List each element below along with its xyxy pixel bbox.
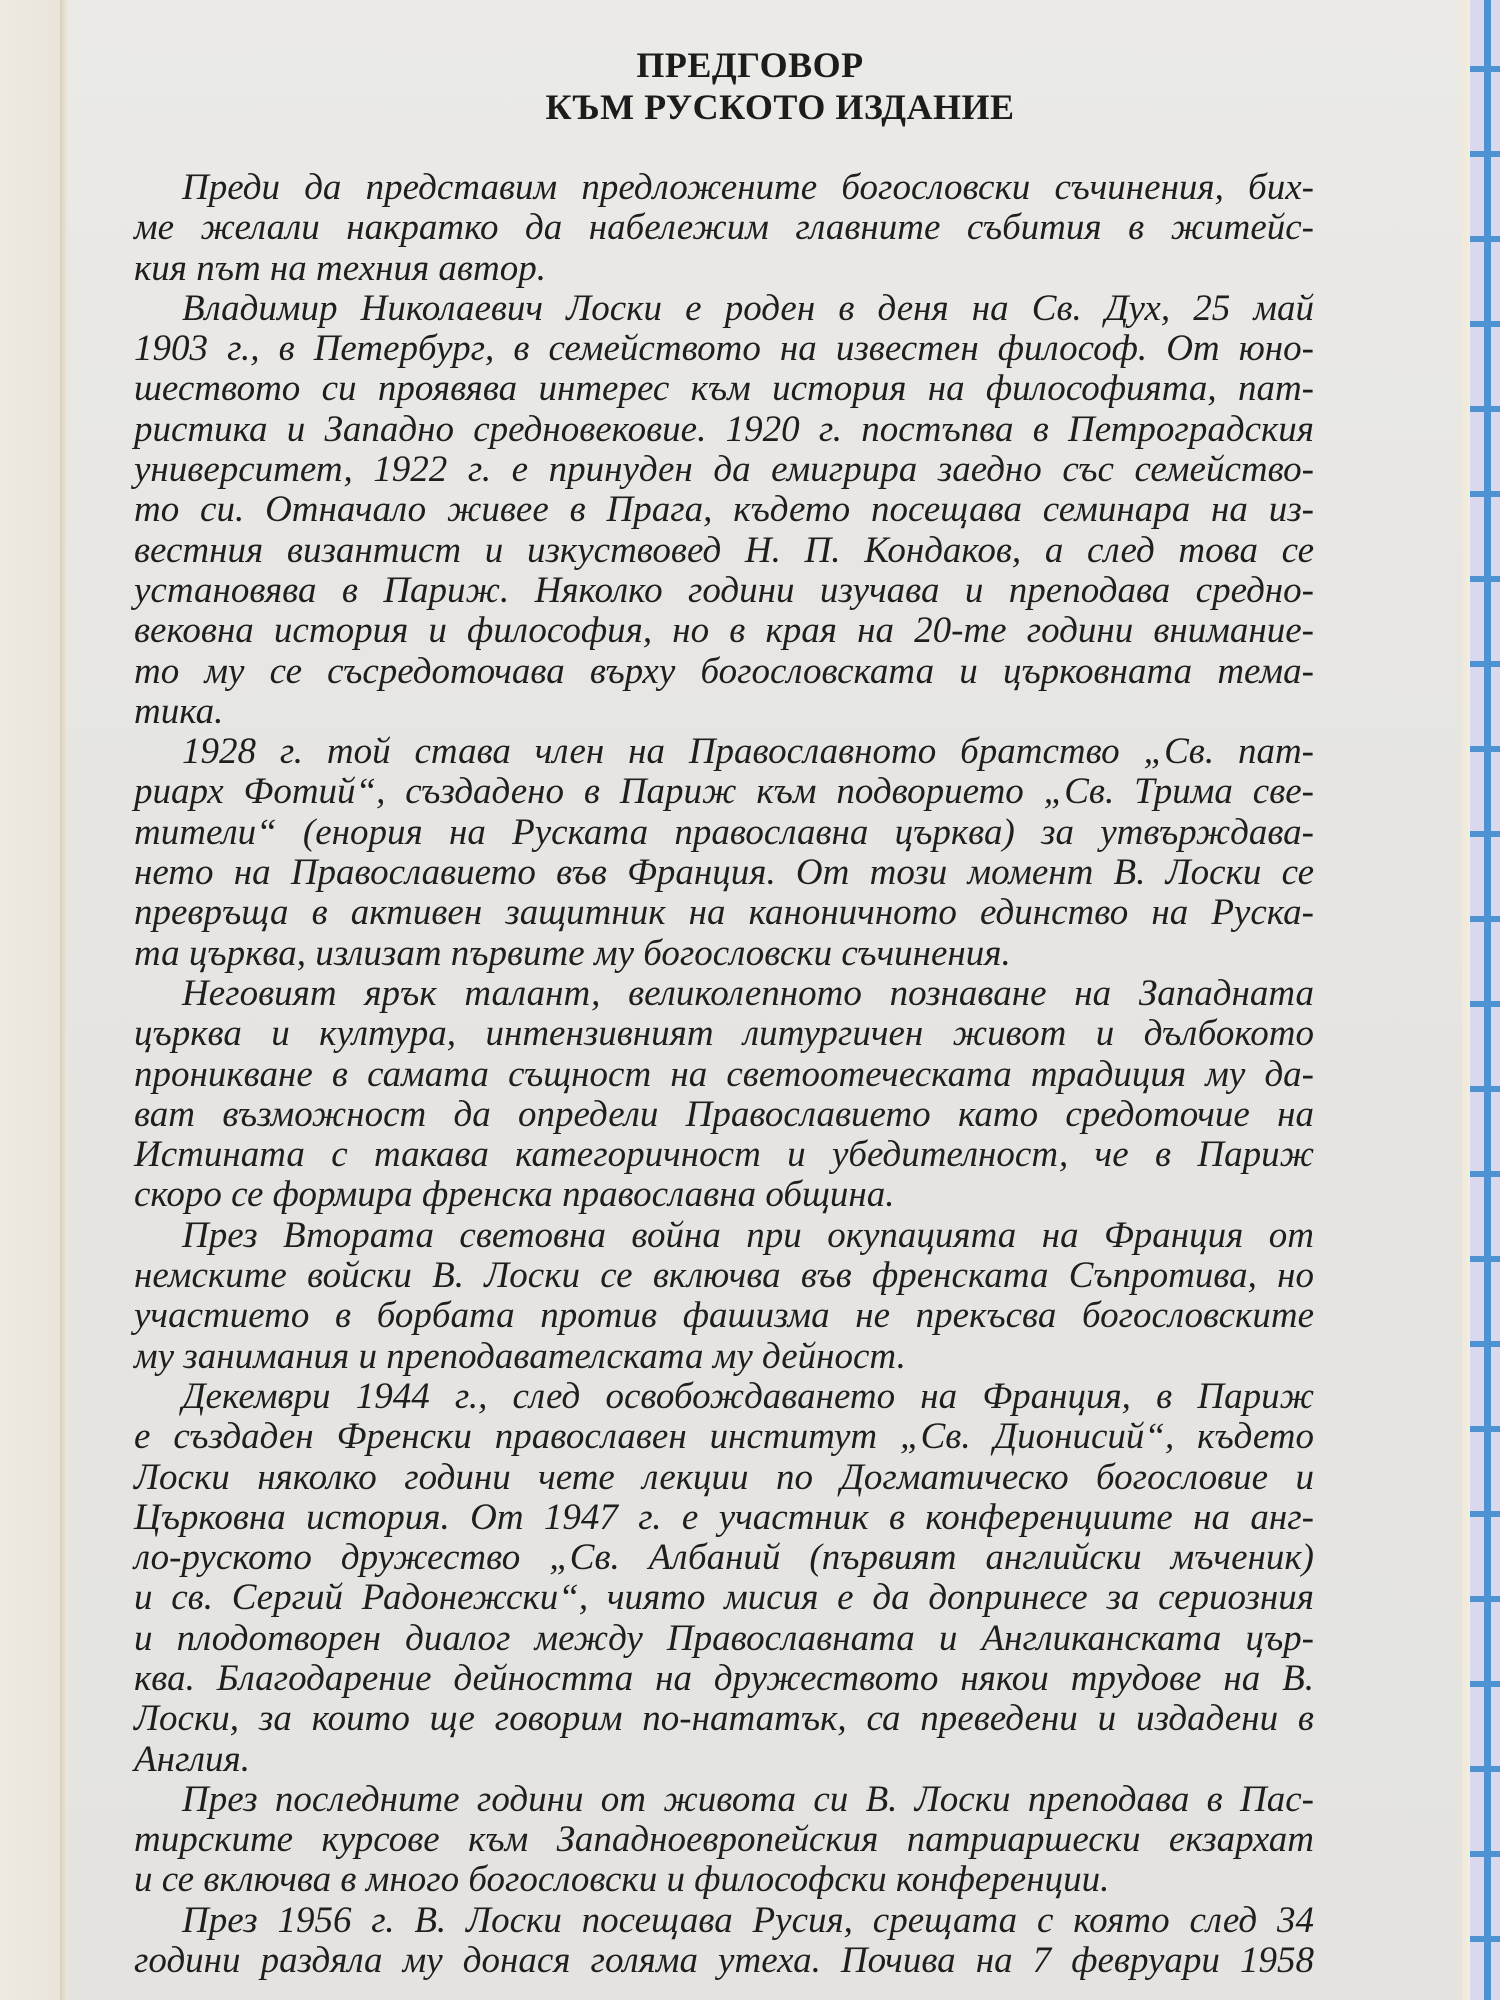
text-line: Истината с такава категоричност и убедителност, че в Париж	[134, 1134, 1314, 1176]
text-line: тирските курсове към Западноевропейския патриаршески екзархат	[134, 1819, 1314, 1861]
text-line: кия път на техния автор.	[134, 247, 546, 289]
text-line: ват възможност да определи Православието като средоточие на	[134, 1093, 1314, 1135]
text-line: то си. Отначало живее в Прага, където посещава семинара на из-	[134, 489, 1314, 531]
text-line: Владимир Николаевич Лоски е роден в деня на Св. Дух, 25 май	[182, 287, 1314, 329]
chapter-subtitle: КЪМ РУСКОТО ИЗДАНИЕ	[545, 87, 1015, 127]
text-line: превръща в активен защитник на каноничното единство на Руска-	[134, 892, 1314, 934]
paragraph	[134, 289, 1314, 732]
text-line: години раздяла му донася голяма утеха. Почива на 7 февруари 1958	[134, 1940, 1314, 1982]
text-line: Преди да представим предложените богословски съчинения, бих-	[182, 167, 1314, 208]
paragraph	[134, 732, 1314, 974]
text-line: Декември 1944 г., след освобождаването на Франция, в Париж	[182, 1375, 1314, 1417]
paragraph	[134, 168, 1314, 289]
text-line: скоро се формира френска православна община.	[134, 1174, 895, 1216]
body-text	[134, 168, 1314, 1981]
text-line: Англия.	[134, 1738, 250, 1780]
text-line: риарх Фотий“, създадено в Париж към подворието „Св. Трима све-	[134, 771, 1314, 813]
text-line: църква и култура, интензивният литургичен живот и дълбокото	[134, 1013, 1314, 1055]
text-line: та църква, излизат първите му богословски съчинения.	[134, 932, 1011, 974]
text-line: ло-руското дружество „Св. Албаний (първият английски мъченик)	[134, 1537, 1314, 1579]
text-line: му занимания и преподавателската му дейност.	[134, 1335, 906, 1377]
text-line: През Втората световна война при окупацията на Франция от	[182, 1214, 1314, 1256]
left-page-edge	[0, 0, 62, 2000]
text-line: През последните години от живота си В. Лоски преподава в Пас-	[182, 1778, 1314, 1820]
text-line: Лоски няколко години чете лекции по Догматическо богословие и	[134, 1456, 1314, 1498]
text-line: Неговият ярък талант, великолепното познаване на Западната	[182, 972, 1314, 1014]
paragraph	[134, 1377, 1314, 1780]
paragraph	[134, 1780, 1314, 1901]
text-line: ме желали накратко да набележим главните събития в житейс-	[134, 207, 1314, 249]
chapter-title: ПРЕДГОВОР	[636, 45, 864, 85]
grid-paper-line	[1484, 0, 1491, 2000]
text-line: Църковна история. От 1947 г. е участник в конференциите на анг-	[134, 1496, 1314, 1538]
book-gutter	[60, 0, 68, 2000]
text-line: установява в Париж. Няколко години изучава и преподава средно-	[134, 569, 1314, 611]
text-line: вековна история и философия, но в края на 20-те години внимание-	[134, 610, 1314, 652]
paragraph	[134, 1216, 1314, 1377]
text-line: тители“ (енория на Руската православна църква) за утвърждава-	[134, 811, 1314, 853]
text-line: ква. Благодарение дейността на дружеството някои трудове на В.	[134, 1657, 1314, 1699]
text-line: вестния византист и изкуствовед Н. П. Кондаков, а след това се	[134, 529, 1314, 571]
text-line: нето на Православието във Франция. От този момент В. Лоски се	[134, 852, 1314, 894]
text-line: Лоски, за които ще говорим по-нататък, са преведени и издадени в	[134, 1698, 1314, 1740]
text-line: и се включва в много богословски и философски конференции.	[134, 1859, 1110, 1901]
text-line: университет, 1922 г. е принуден да емигрира заедно със семейство-	[134, 449, 1314, 491]
text-line: тика.	[134, 690, 224, 732]
paragraph	[134, 1901, 1314, 1982]
text-line: и св. Сергий Радонежски“, чиято мисия е да допринесе за сериозния	[134, 1577, 1314, 1619]
text-line: немските войски В. Лоски се включва във френската Съпротива, но	[134, 1255, 1314, 1297]
text-line: участието в борбата против фашизма не прекъсва богословските	[134, 1295, 1314, 1337]
text-line: то му се съсредоточава върху богословската и църковната тема-	[134, 650, 1314, 692]
text-line: е създаден Френски православен институт „Св. Дионисий“, където	[134, 1416, 1314, 1458]
text-line: и плодотворен диалог между Православната и Англиканската цър-	[134, 1617, 1314, 1659]
text-line: 1928 г. той става член на Православното братство „Св. пат-	[182, 731, 1314, 773]
text-line: 1903 г., в Петербург, в семейството на известен философ. От юно-	[134, 328, 1314, 370]
paragraph	[134, 974, 1314, 1216]
text-line: шеството си проявява интерес към история на философията, пат-	[134, 368, 1314, 410]
text-line: ристика и Западно средновековие. 1920 г. постъпва в Петроградския	[134, 408, 1314, 450]
text-line: През 1956 г. В. Лоски посещава Русия, срещата с която след 34	[182, 1899, 1314, 1941]
text-line: проникване в самата същност на светоотеческата традиция му да-	[134, 1053, 1314, 1095]
